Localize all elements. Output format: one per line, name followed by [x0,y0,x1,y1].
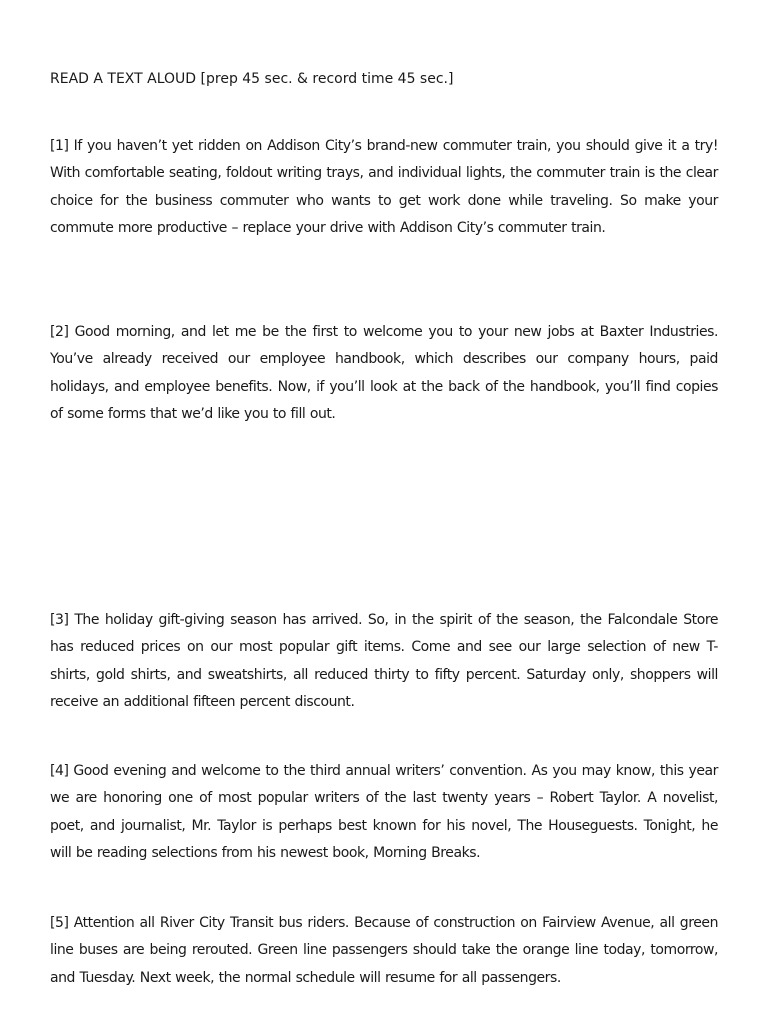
paragraph-5: [5] Attention all River City Transit bus riders. Because of construction on Fairview Avenue, all green line buses are being rerouted. Green line passengers should take the orange line today, tomorrow, and Tuesday. Next week, the normal schedule will resume for all passengers. [50,915,718,986]
paragraph-3: [3] The holiday gift-giving season has arrived. So, in the spirit of the season, the Falcondale Store has reduced prices on our most popular gift items. Come and see our large selection of new T-shirts, gold shirts, and sweatshirts, all reduced thirty to fifty percent. Saturday only, shoppers will receive an additional fifteen percent discount. [50,612,718,710]
paragraph-1: [1] If you haven’t yet ridden on Addison City’s brand-new commuter train, you should give it a try! With comfortable seating, foldout writing trays, and individual lights, the commuter train is the clear choice for the business commuter who wants to get work done while traveling. So make your commute more productive – replace your drive with Addison City’s commuter train. [50,138,718,236]
paragraph-2: [2] Good morning, and let me be the first to welcome you to your new jobs at Baxter Industries. You’ve already received our employee handbook, which describes our company hours, paid holidays, and employee benefits. Now, if you’ll look at the back of the handbook, you’ll find copies of some forms that we’d like you to fill out. [50,324,718,422]
page-heading: READ A TEXT ALOUD [prep 45 sec. & record time 45 sec.] [50,71,454,87]
paragraph-4: [4] Good evening and welcome to the third annual writers’ convention. As you may know, this year we are honoring one of most popular writers of the last twenty years – Robert Taylor. A novelist, poet, and journalist, Mr. Taylor is perhaps best known for his novel, The Houseguests. Tonight, he will be reading selections from his newest book, Morning Breaks. [50,763,718,861]
